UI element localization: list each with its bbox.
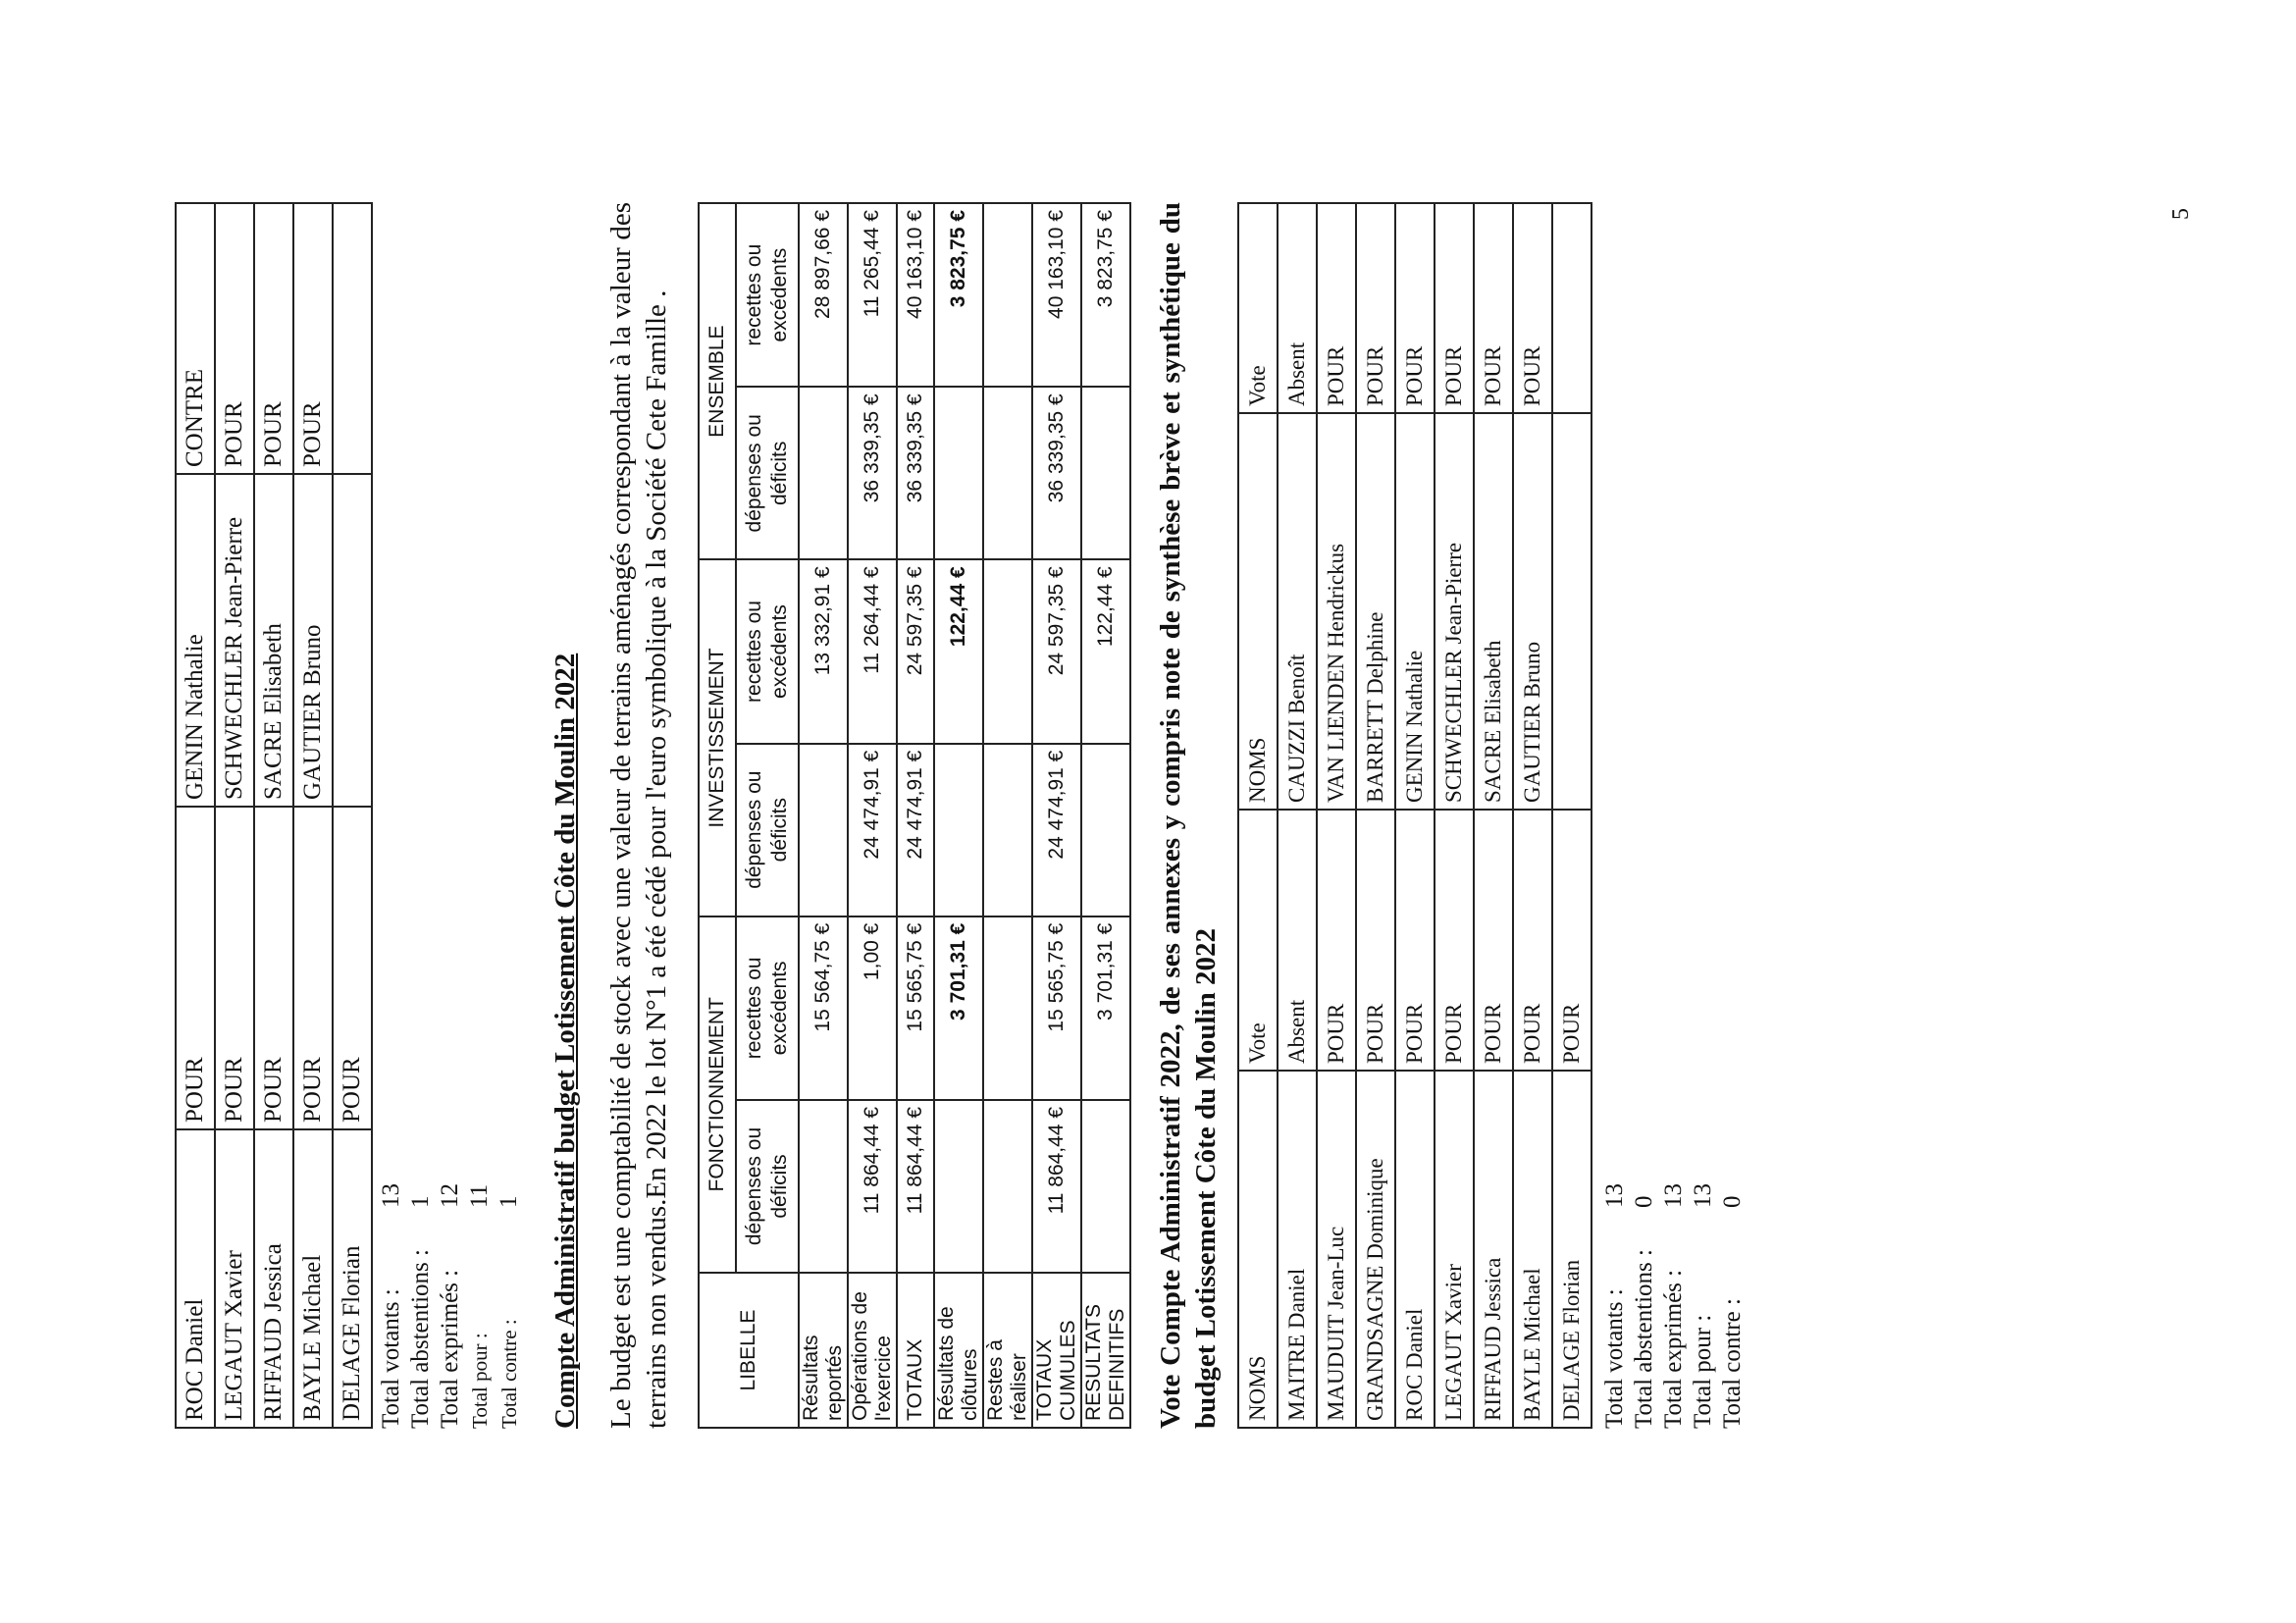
vote-cell: POUR (1435, 203, 1474, 413)
value-cell: 11 264,44 € (848, 559, 897, 743)
name-cell: CAUZZI Benoît (1278, 413, 1317, 810)
libelle-header: LIBELLE (699, 1273, 799, 1428)
vote-cell: POUR (215, 203, 254, 474)
value-cell: 122,44 € (934, 559, 983, 743)
value-cell: 122,44 € (1081, 559, 1130, 743)
subheader-depenses: dépenses ou déficits (736, 744, 799, 916)
table-header-row (699, 203, 736, 1428)
value-cell (934, 387, 983, 559)
value-cell: 36 339,35 € (1032, 387, 1081, 559)
total-value: 13 (1690, 1183, 1716, 1208)
value-cell (1081, 744, 1130, 916)
vote-cell: Absent (1278, 810, 1317, 1071)
vote-cell: POUR (215, 807, 254, 1129)
total-row (436, 202, 465, 1429)
total-value: 1 (496, 1195, 522, 1208)
row-label: TOTAUX (897, 1273, 934, 1428)
value-cell (799, 1100, 848, 1273)
value-cell: 1,00 € (848, 916, 897, 1100)
total-label: Total abstentions : (1631, 1249, 1657, 1429)
vote-cell: POUR (1317, 810, 1356, 1071)
name-cell: LEGAUT Xavier (215, 1129, 254, 1428)
total-row (1659, 202, 1689, 1429)
vote-cell: POUR (1395, 203, 1435, 413)
column-header: NOMS (1238, 1071, 1278, 1428)
total-row (406, 202, 436, 1429)
name-cell: SACRE Elisabeth (1474, 413, 1513, 810)
group-header: ENSEMBLE (699, 203, 736, 559)
subheader-recettes: recettes ou excédents (736, 559, 799, 743)
group-header: INVESTISSEMENT (699, 559, 736, 916)
vote-totals-1 (377, 202, 524, 1429)
finance-table (698, 202, 1131, 1429)
vote-cell: POUR (1317, 203, 1356, 413)
total-label: Total votants : (378, 1288, 404, 1429)
total-value: 11 (466, 1183, 493, 1208)
vote-cell: CONTRE (176, 203, 215, 474)
value-cell: 40 163,10 € (897, 203, 934, 387)
table-row (983, 203, 1032, 1428)
name-cell: BAYLE Michael (293, 1129, 333, 1428)
table-row (1474, 203, 1513, 1428)
total-value: 0 (1719, 1195, 1746, 1208)
value-cell: 11 864,44 € (1032, 1100, 1081, 1273)
table-row (1081, 203, 1130, 1428)
vote-cell: POUR (1435, 810, 1474, 1071)
total-row (1630, 202, 1659, 1429)
value-cell: 36 339,35 € (897, 387, 934, 559)
total-label: Total pour : (468, 1333, 492, 1429)
vote-totals-2 (1600, 202, 1748, 1429)
table-row (333, 203, 372, 1428)
table-row (1435, 203, 1474, 1428)
total-row (1689, 202, 1718, 1429)
value-cell (983, 387, 1032, 559)
vote-cell: POUR (293, 807, 333, 1129)
value-cell (1081, 1100, 1130, 1273)
value-cell: 3 823,75 € (1081, 203, 1130, 387)
vote-cell: POUR (333, 807, 372, 1129)
value-cell: 11 265,44 € (848, 203, 897, 387)
vote-cell: POUR (1513, 203, 1552, 413)
total-value: 13 (1601, 1183, 1628, 1208)
name-cell (333, 474, 372, 807)
vote-cell: POUR (293, 203, 333, 474)
name-cell: RIFFAUD Jessica (254, 1129, 293, 1428)
value-cell: 36 339,35 € (848, 387, 897, 559)
vote-cell: POUR (176, 807, 215, 1129)
section-title: Vote Compte Administratif 2022, de ses annexes y compris note de synthèse brève et synthétique du budget Lotissement Côte du Moulin 2022 (1155, 202, 1222, 1429)
subheader-recettes: recettes ou excédents (736, 203, 799, 387)
row-label: Résultats de clôtures (934, 1273, 983, 1428)
column-header: NOMS (1238, 413, 1278, 810)
table-header-row (1238, 203, 1278, 1428)
vote-cell (1552, 203, 1592, 413)
total-value: 13 (1660, 1183, 1687, 1208)
value-cell (934, 744, 983, 916)
name-cell: GAUTIER Bruno (293, 474, 333, 807)
name-cell: DELAGE Florian (333, 1129, 372, 1428)
value-cell: 24 474,91 € (848, 744, 897, 916)
total-label: Total exprimés : (437, 1269, 463, 1429)
total-value: 12 (437, 1183, 463, 1208)
value-cell (799, 744, 848, 916)
value-cell: 24 474,91 € (1032, 744, 1081, 916)
table-row (897, 203, 934, 1428)
row-label: TOTAUX CUMULES (1032, 1273, 1081, 1428)
name-cell: SACRE Elisabeth (254, 474, 293, 807)
name-cell: ROC Daniel (176, 1129, 215, 1428)
total-label: Total votants : (1601, 1288, 1628, 1429)
name-cell: GAUTIER Bruno (1513, 413, 1552, 810)
row-label: RESULTATS DEFINITIFS (1081, 1273, 1130, 1428)
total-row (465, 202, 495, 1429)
name-cell: GRANDSAGNE Dominique (1356, 1071, 1395, 1428)
name-cell: VAN LIENDEN Hendrickus (1317, 413, 1356, 810)
value-cell: 3 701,31 € (934, 916, 983, 1100)
value-cell: 15 565,75 € (897, 916, 934, 1100)
value-cell: 40 163,10 € (1032, 203, 1081, 387)
value-cell: 24 474,91 € (897, 744, 934, 916)
value-cell: 11 864,44 € (848, 1100, 897, 1273)
total-row (495, 202, 524, 1429)
total-row (1600, 202, 1630, 1429)
vote-cell (333, 203, 372, 474)
table-row (215, 203, 254, 1428)
name-cell: BARRETT Delphine (1356, 413, 1395, 810)
total-value: 13 (378, 1183, 404, 1208)
value-cell (983, 203, 1032, 387)
table-row (176, 203, 215, 1428)
table-row (1552, 203, 1592, 1428)
total-row (377, 202, 406, 1429)
vote-cell: POUR (254, 807, 293, 1129)
row-label: Restes à réaliser (983, 1273, 1032, 1428)
row-label: Opérations de l'exercice (848, 1273, 897, 1428)
table-row (1317, 203, 1356, 1428)
vote-table-2 (1237, 202, 1592, 1429)
vote-table-1 (175, 202, 373, 1429)
table-row (1356, 203, 1395, 1428)
table-row (848, 203, 897, 1428)
table-subheader-row (736, 203, 799, 1428)
vote-cell: POUR (1356, 810, 1395, 1071)
column-header: Vote (1238, 810, 1278, 1071)
total-value: 0 (1631, 1195, 1657, 1208)
name-cell (1552, 413, 1592, 810)
value-cell: 15 565,75 € (1032, 916, 1081, 1100)
table-row (1395, 203, 1435, 1428)
page-number: 5 (2168, 208, 2194, 220)
value-cell (983, 559, 1032, 743)
name-cell: SCHWECHLER Jean-Pierre (215, 474, 254, 807)
total-label: Total contre : (497, 1319, 521, 1429)
value-cell (983, 916, 1032, 1100)
row-label: Résultats reportés (799, 1273, 848, 1428)
value-cell (983, 1100, 1032, 1273)
value-cell (799, 387, 848, 559)
total-label: Total pour : (1690, 1314, 1716, 1429)
table-row (934, 203, 983, 1428)
section-title: Compte Administratif budget Lotissement Côte du Moulin 2022 (549, 653, 581, 1429)
value-cell (1081, 387, 1130, 559)
name-cell: ROC Daniel (1395, 1071, 1435, 1428)
name-cell: MAUDUIT Jean-Luc (1317, 1071, 1356, 1428)
vote-cell: POUR (1356, 203, 1395, 413)
name-cell: SCHWECHLER Jean-Pierre (1435, 413, 1474, 810)
name-cell: DELAGE Florian (1552, 1071, 1592, 1428)
section-paragraph: Le budget est une comptabilité de stock avec une valeur de terrains aménagés correspondant à la valeur des terrains non vendus.En 2022 le lot N°1 a été cédé pour l'euro symbolique à la Société Cete Famille . (605, 202, 672, 1429)
value-cell: 24 597,35 € (1032, 559, 1081, 743)
vote-cell: POUR (1474, 203, 1513, 413)
table-row (1513, 203, 1552, 1428)
document-content (167, 202, 1748, 1429)
name-cell: GENIN Nathalie (1395, 413, 1435, 810)
name-cell: BAYLE Michael (1513, 1071, 1552, 1428)
total-label: Total abstentions : (407, 1249, 434, 1429)
name-cell: RIFFAUD Jessica (1474, 1071, 1513, 1428)
group-header: FONCTIONNEMENT (699, 916, 736, 1273)
vote-cell: Absent (1278, 203, 1317, 413)
name-cell: GENIN Nathalie (176, 474, 215, 807)
table-row (1278, 203, 1317, 1428)
name-cell: LEGAUT Xavier (1435, 1071, 1474, 1428)
total-value: 1 (407, 1195, 434, 1208)
name-cell: MAITRE Daniel (1278, 1071, 1317, 1428)
table-row (1032, 203, 1081, 1428)
value-cell: 24 597,35 € (897, 559, 934, 743)
value-cell: 13 332,91 € (799, 559, 848, 743)
vote-cell: POUR (1395, 810, 1435, 1071)
total-label: Total exprimés : (1660, 1269, 1687, 1429)
table-row (799, 203, 848, 1428)
total-label: Total contre : (1719, 1298, 1746, 1429)
table-row (254, 203, 293, 1428)
vote-cell: POUR (1474, 810, 1513, 1071)
value-cell: 11 864,44 € (897, 1100, 934, 1273)
value-cell: 28 897,66 € (799, 203, 848, 387)
value-cell: 3 823,75 € (934, 203, 983, 387)
column-header: Vote (1238, 203, 1278, 413)
subheader-depenses: dépenses ou déficits (736, 387, 799, 559)
value-cell: 15 564,75 € (799, 916, 848, 1100)
vote-cell: POUR (1513, 810, 1552, 1071)
value-cell (983, 744, 1032, 916)
value-cell (934, 1100, 983, 1273)
subheader-depenses: dépenses ou déficits (736, 1100, 799, 1273)
value-cell: 3 701,31 € (1081, 916, 1130, 1100)
vote-cell: POUR (254, 203, 293, 474)
vote-cell: POUR (1552, 810, 1592, 1071)
total-row (1718, 202, 1748, 1429)
subheader-recettes: recettes ou excédents (736, 916, 799, 1100)
table-row (293, 203, 333, 1428)
